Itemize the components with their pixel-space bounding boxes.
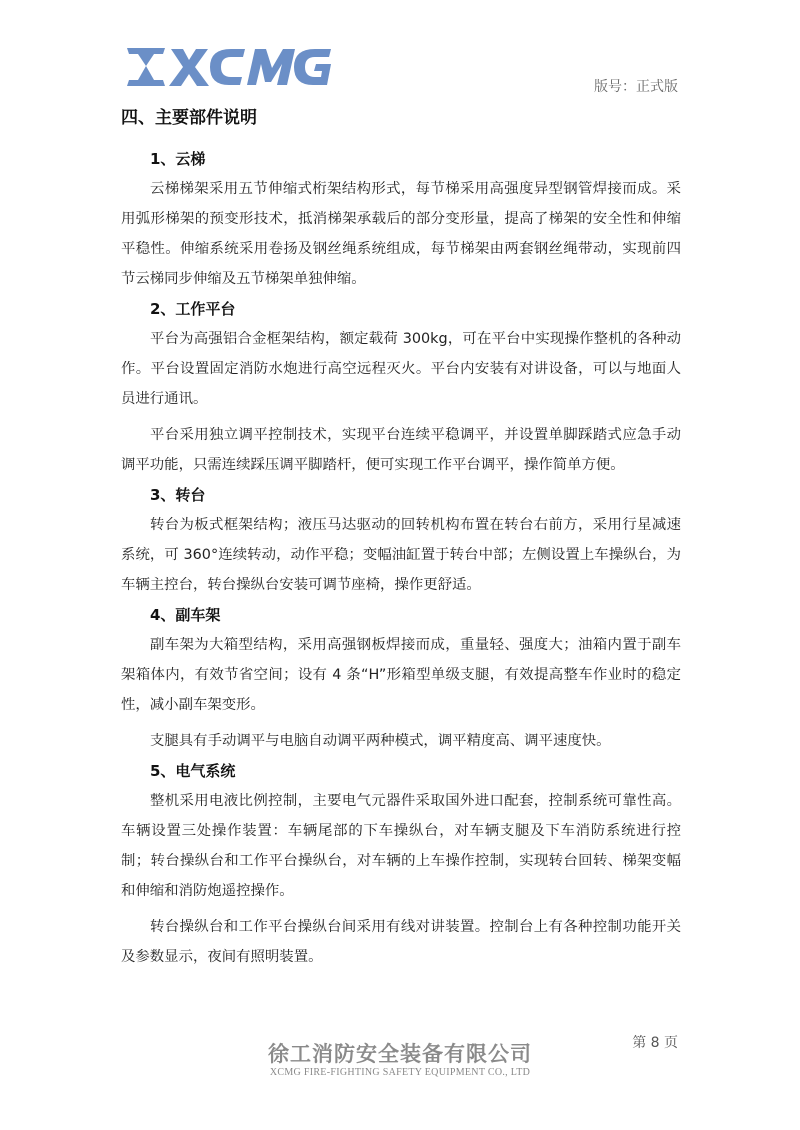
subsection-heading-electrical: 5、电气系统: [150, 762, 236, 780]
subsection-heading-subframe: 4、副车架: [150, 606, 221, 624]
subsection-heading-turntable: 3、转台: [150, 486, 206, 504]
version-label: 版号：正式版: [594, 79, 678, 95]
company-name-cn: 徐工消防安全装备有限公司: [268, 1041, 532, 1066]
subsection-heading-ladder: 1、云梯: [150, 150, 206, 168]
paragraph: 支腿具有手动调平与电脑自动调平两种模式，调平精度高、调平速度快。: [150, 733, 611, 749]
page-number: 第 8 页: [632, 1035, 678, 1051]
section-title: 四、主要部件说明: [121, 108, 257, 128]
paragraph: 平台采用独立调平控制技术，实现平台连续平稳调平，并设置单脚踩踏式应急手动调平功能，只需连续踩压调平脚踏杆，便可实现工作平台调平，操作简单方便。: [121, 427, 681, 473]
paragraph: 转台操纵台和工作平台操纵台间采用有线对讲装置。控制台上有各种控制功能开关及参数显示，夜间有照明装置。: [121, 919, 681, 965]
paragraph: 平台为高强铝合金框架结构，额定载荷 300kg，可在平台中实现操作整机的各种动作。平台设置固定消防水炮进行高空远程灭火。平台内安装有对讲设备，可以与地面人员进行通讯。: [121, 331, 681, 407]
document-body: [121, 104, 681, 972]
paragraph: 转台为板式框架结构；液压马达驱动的回转机构布置在转台右前方，采用行星减速系统，可 360°连续转动，动作平稳；变幅油缸置于转台中部；左侧设置上车操纵台，为车辆主控台，转台操纵台安装可调节座椅，操作更舒适。: [121, 517, 681, 593]
paragraph: 副车架为大箱型结构，采用高强钢板焊接而成，重量轻、强度大；油箱内置于副车架箱体内，有效节省空间；设有 4 条“H”形箱型单级支腿，有效提高整车作业时的稳定性，减小副车架变形。: [121, 637, 681, 713]
company-name-en: XCMG FIRE-FIGHTING SAFETY EQUIPMENT CO., LTD: [269, 1067, 531, 1078]
paragraph: 云梯梯架采用五节伸缩式桁架结构形式，每节梯采用高强度异型钢管焊接而成。采用弧形梯架的预变形技术，抵消梯架承载后的部分变形量，提高了梯架的安全性和伸缩平稳性。伸缩系统采用卷扬及钢丝绳系统组成，每节梯架由两套钢丝绳带动，实现前四节云梯同步伸缩及五节梯架单独伸缩。: [121, 181, 681, 287]
paragraph: 整机采用电液比例控制，主要电气元器件采取国外进口配套，控制系统可靠性高。车辆设置三处操作装置：车辆尾部的下车操纵台，对车辆支腿及下车消防系统进行控制；转台操纵台和工作平台操纵台，对车辆的上车操作控制，实现转台回转、梯架变幅和伸缩和消防炮遥控操作。: [121, 793, 681, 899]
xcmg-logo: [125, 44, 331, 90]
subsection-heading-platform: 2、工作平台: [150, 300, 236, 318]
